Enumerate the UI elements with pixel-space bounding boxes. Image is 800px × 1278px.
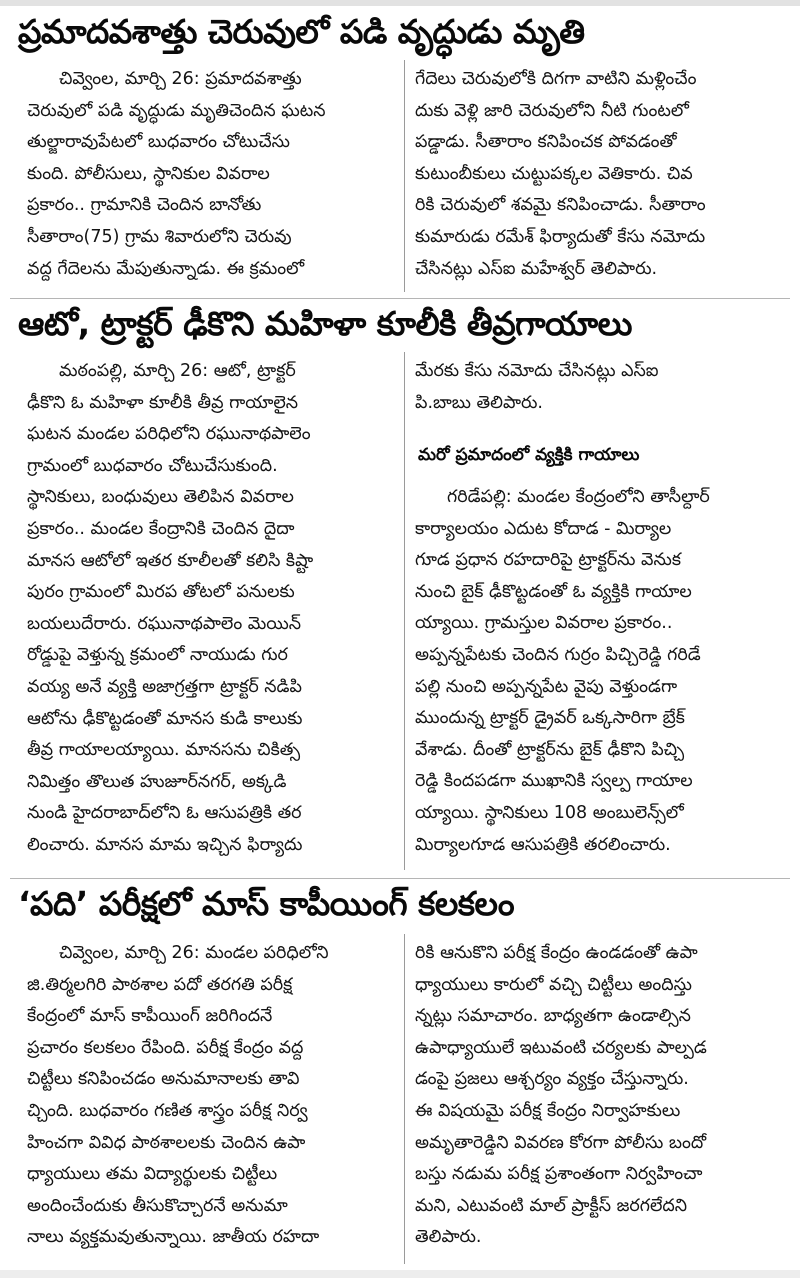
article4-headline: ‘పది’ పరీక్షలో మాస్ కాపీయింగ్ కలకలం bbox=[18, 884, 515, 923]
article2-left-line: ఆటోను ఢీకొట్టడంతో మానస కుడి కాలుకు bbox=[27, 708, 303, 729]
article4-left-line: చిట్టీలు కనిపించడం అనుమానాలకు తావి bbox=[27, 1069, 300, 1090]
scan-edge-bottom bbox=[0, 1270, 800, 1278]
article1-left-line: చెరువులో పడి వృద్ధుడు మృతిచెందిన ఘటన bbox=[27, 100, 326, 121]
article3-line: రెడ్డి కిందపడగా ముఖానికి స్వల్ప గాయాల bbox=[415, 771, 693, 792]
article4-left-line: చివ్వెంల, మార్చి 26: మండల పరిధిలోని bbox=[59, 943, 329, 963]
article2-left-column bbox=[27, 356, 397, 862]
article1-right-line: రికి చెరువులో శవమై కనిపించాడు. సీతారాం bbox=[415, 195, 706, 216]
article2-right-column bbox=[415, 356, 787, 419]
article1-column-divider bbox=[404, 60, 405, 292]
article2-left-line: మఠంపల్లి, మార్చి 26: ఆటో, ట్రాక్టర్ bbox=[59, 361, 296, 381]
article3-headline: మరో ప్రమాదంలో వ్యక్తికి గాయాలు bbox=[418, 445, 640, 465]
article2-headline: ఆటో, ట్రాక్టర్ ఢీకొని మహిళా కూలీకి తీవ్రగాయాలు bbox=[18, 304, 632, 343]
article-separator bbox=[10, 878, 790, 879]
article1-left-line: వద్ద గేదెలను మేపుతున్నాడు. ఈ క్రమంలో bbox=[27, 258, 305, 279]
article1-left-line: చివ్వెంల, మార్చి 26: ప్రమాదవశాత్తు bbox=[59, 69, 302, 89]
article4-right-line: న్నట్లు సమాచారం. బాధ్యతగా ఉండాల్సిన bbox=[415, 1006, 691, 1027]
article3-line: నుంచి బైక్ ఢీకొట్టడంతో ఓ వ్యక్తికి గాయాల bbox=[415, 581, 692, 602]
article1-right-line: కుమారుడు రమేశ్ ఫిర్యాదుతో కేసు నమోదు bbox=[415, 226, 706, 247]
article4-column-divider bbox=[404, 934, 405, 1264]
article2-left-line: ఢీకొని ఓ మహిళా కూలీకి తీవ్ర గాయాలైన bbox=[27, 392, 299, 413]
article3-line: య్యాయి. స్థానికులు 108 అంబులెన్స్‌లో bbox=[415, 802, 684, 823]
article2-left-line: స్థానికులు, బంధువులు తెలిపిన వివరాల bbox=[27, 487, 294, 508]
article4-right-line: డంపై ప్రజలు ఆశ్చర్యం వ్యక్తం చేస్తున్నారు. bbox=[415, 1069, 689, 1090]
article4-left-line: జి.తిర్మలగిరి పాఠశాల పదో తరగతి పరీక్ష bbox=[27, 974, 293, 995]
article2-left-line: నిమిత్తం తొలుత హుజూర్‌నగర్, అక్కడి bbox=[27, 771, 287, 792]
article3-line: అప్పన్నపేటకు చెందిన గుర్రం పిచ్చిరెడ్డి గరిడే bbox=[415, 644, 701, 665]
article3-line: గూడ ప్రధాన రహదారిపై ట్రాక్టర్‌ను వెనుక bbox=[415, 550, 681, 571]
article3-line: ముందున్న ట్రాక్టర్ డ్రైవర్ ఒక్కసారిగా బ్రేక్ bbox=[415, 708, 685, 729]
article4-right-line: తెలిపారు. bbox=[415, 1227, 482, 1248]
article1-left-line: ప్రకారం.. గ్రామానికి చెందిన బానోతు bbox=[27, 195, 262, 216]
article1-headline: ప్రమాదవశాత్తు చెరువులో పడి వృద్ధుడు మృతి bbox=[18, 12, 585, 51]
article4-right-column bbox=[415, 938, 787, 1254]
article3-line: కార్యాలయం ఎదుట కోదాడ - మిర్యాల bbox=[415, 518, 672, 539]
article4-right-line: బస్తు నడుమ పరీక్ష ప్రశాంతంగా నిర్వహించా bbox=[415, 1164, 703, 1185]
article3-line: గరిడేపల్లి: మండల కేంద్రంలోని తాసీల్దార్ bbox=[447, 487, 710, 507]
article1-right-line: చేసినట్లు ఎస్ఐ మహేశ్వర్ తెలిపారు. bbox=[415, 258, 658, 279]
article1-left-line: సీతారాం(75) గ్రామ శివారులోని చెరువు bbox=[27, 226, 292, 247]
article2-left-line: లించారు. మానస మామ ఇచ్చిన ఫిర్యాదు bbox=[27, 834, 303, 855]
article4-left-line: అందించేందుకు తీసుకొచ్చారనే అనుమా bbox=[27, 1195, 288, 1216]
article4-left-line: కేంద్రంలో మాస్ కాపీయింగ్ జరిగిందనే bbox=[27, 1006, 273, 1027]
article4-right-line: అమృతారెడ్డిని వివరణ కోరగా పోలీసు బందో bbox=[415, 1132, 707, 1153]
article2-left-line: తీవ్ర గాయాలయ్యాయి. మానసను చికిత్స bbox=[27, 740, 301, 761]
article1-right-line: దుకు వెళ్లి జారి చెరువులోని నీటి గుంటలో bbox=[415, 100, 689, 121]
article3-line: య్యాయి. గ్రామస్తుల వివరాల ప్రకారం.. bbox=[415, 613, 673, 634]
article3-line: మిర్యాలగూడ ఆసుపత్రికి తరలించారు. bbox=[415, 834, 671, 855]
article3-line: పల్లి నుంచి అప్పన్నపేట వైపు వెళ్తుండగా bbox=[415, 676, 678, 697]
article4-right-line: ధ్యాయులు కారులో వచ్చి చిట్టీలు అందిస్తు bbox=[415, 974, 692, 995]
article2-right-line: పి.బాబు తెలిపారు. bbox=[415, 392, 543, 413]
article1-left-line: కుంది. పోలీసులు, స్థానికుల వివరాల bbox=[27, 163, 270, 184]
article2-left-line: రోడ్డుపై వెళ్తున్న క్రమంలో నాయుడు గుర bbox=[27, 645, 288, 666]
article4-right-line: రికి ఆనుకొని పరీక్ష కేంద్రం ఉండడంతో ఉపా bbox=[415, 943, 698, 963]
article1-left-line: తుల్జారావుపేటలో బుధవారం చోటుచేసు bbox=[27, 132, 290, 153]
article2-right-line: మేరకు కేసు నమోదు చేసినట్లు ఎస్ఐ bbox=[415, 361, 659, 381]
article4-left-line: హించగా వివిధ పాఠశాలలకు చెందిన ఉపా bbox=[27, 1132, 306, 1153]
article-separator bbox=[10, 298, 790, 299]
article2-left-line: ప్రకారం.. మండల కేంద్రానికి చెందిన దైదా bbox=[27, 518, 295, 539]
article1-right-line: పడ్డాడు. సీతారాం కనిపించక పోవడంతో bbox=[415, 132, 677, 153]
article1-right-line: కుటుంబీకులు చుట్టుపక్కల వెతికారు. చివ bbox=[415, 163, 693, 184]
scan-edge-top bbox=[0, 0, 800, 6]
article3-line: వేశాడు. దీంతో ట్రాక్టర్‌ను బైక్ ఢీకొని పిచ్చి bbox=[415, 739, 685, 760]
article1-right-column bbox=[415, 64, 787, 285]
article3-column bbox=[415, 482, 787, 861]
article1-right-line: గేదెలు చెరువులోకి దిగగా వాటిని మళ్లించేం bbox=[415, 69, 697, 89]
article2-left-line: గ్రామంలో బుధవారం చోటుచేసుకుంది. bbox=[27, 455, 278, 476]
article4-right-line: ఉపాధ్యాయులే ఇటువంటి చర్యలకు పాల్పడ bbox=[415, 1037, 707, 1058]
article2-left-line: నుండి హైదరాబాద్‌లోని ఓ ఆసుపత్రికి తర bbox=[27, 803, 302, 824]
article4-left-line: నాలు వ్యక్తమవుతున్నాయి. జాతీయ రహదా bbox=[27, 1227, 320, 1248]
article4-left-column bbox=[27, 938, 397, 1254]
article2-left-line: బయలుదేరారు. రఘునాథపాలెం మెయిన్ bbox=[27, 613, 302, 634]
article2-left-line: పురం గ్రామంలో మిరప తోటలో పనులకు bbox=[27, 582, 295, 603]
article2-column-divider bbox=[404, 352, 405, 870]
article2-left-line: ఘటన మండల పరిధిలోని రఘునాథపాలెం bbox=[27, 424, 311, 445]
article1-left-column bbox=[27, 64, 397, 285]
article4-left-line: చ్చింది. బుధవారం గణిత శాస్త్రం పరీక్ష నిర్వ bbox=[27, 1100, 308, 1121]
article2-left-line: వయ్య అనే వ్యక్తి అజాగ్రత్తగా ట్రాక్టర్ నడిపి bbox=[27, 676, 302, 697]
article4-right-line: మని, ఎటువంటి మాల్ ప్రాక్టీస్ జరగలేదని bbox=[415, 1195, 687, 1216]
article2-left-line: మానస ఆటోలో ఇతర కూలీలతో కలిసి కిష్టా bbox=[27, 550, 314, 571]
article4-left-line: ప్రచారం కలకలం రేపింది. పరీక్ష కేంద్రం వద్ద bbox=[27, 1037, 304, 1058]
article4-right-line: ఈ విషయమై పరీక్ష కేంద్రం నిర్వాహకులు bbox=[415, 1100, 681, 1121]
article4-left-line: ధ్యాయులు తమ విద్యార్థులకు చిట్టీలు bbox=[27, 1164, 278, 1185]
